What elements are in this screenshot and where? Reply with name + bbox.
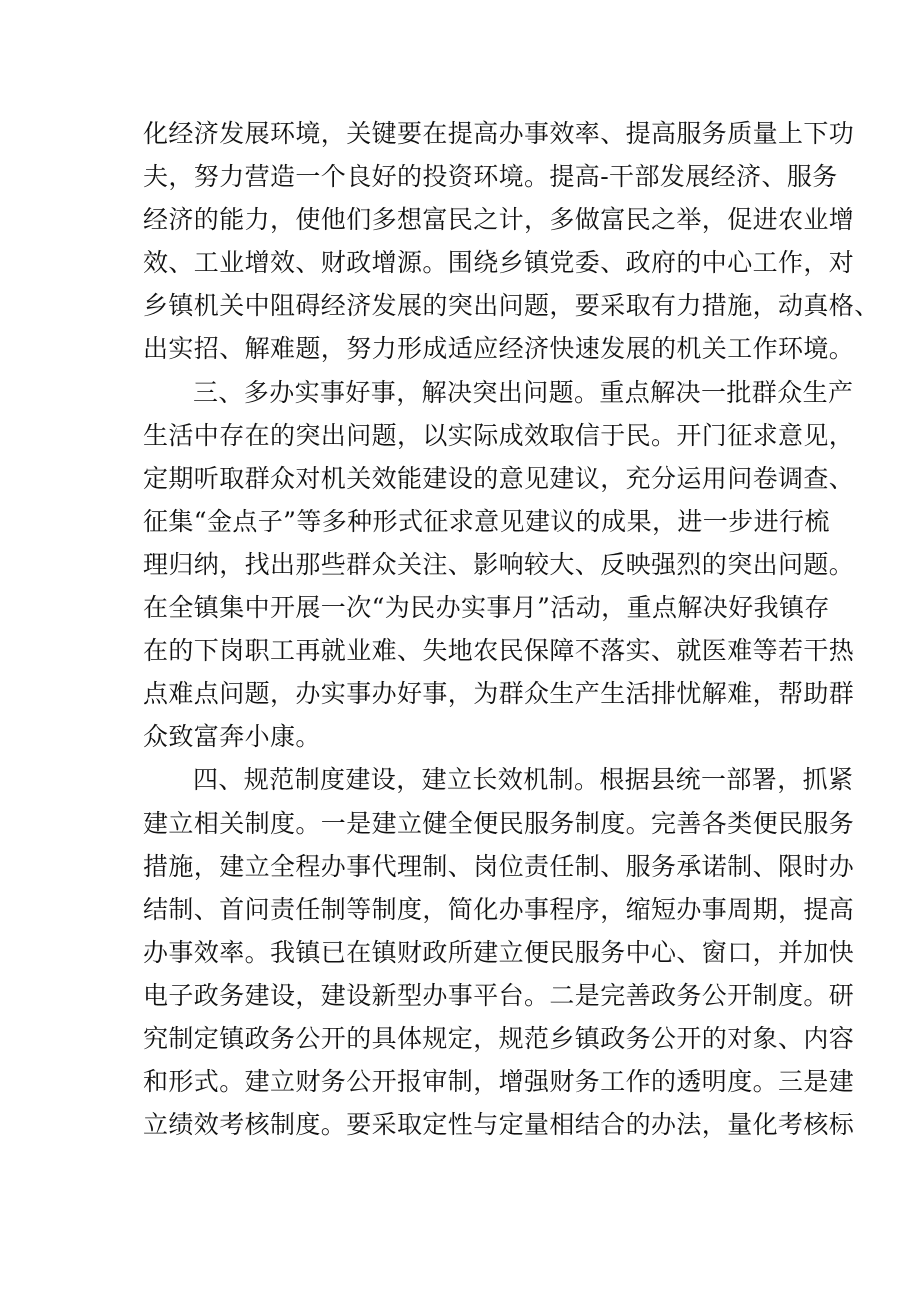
body-text xyxy=(143,112,880,1146)
text-line: 效、工业增效、财政增源。围绕乡镇党委、政府的中心工作，对 xyxy=(143,248,855,278)
paragraph-continuation xyxy=(143,112,880,371)
paragraph-first-line: 三、多办实事好事，解决突出问题。重点解决一批群众生产 xyxy=(193,377,854,407)
text-line: 建立相关制度。一是建立健全便民服务制度。完善各类便民服务 xyxy=(143,808,855,838)
text-line: 和形式。建立财务公开报审制，增强财务工作的透明度。三是建 xyxy=(143,1067,855,1097)
text-line: 措施，建立全程办事代理制、岗位责任制、服务承诺制、限时办 xyxy=(143,851,855,881)
text-line: 在的下岗职工再就业难、失地农民保障不落实、就医难等若干热 xyxy=(143,636,855,666)
text-line: 点难点问题，办实事办好事，为群众生产生活排忧解难，帮助群 xyxy=(143,679,855,709)
text-line: 众致富奔小康。 xyxy=(143,722,321,752)
text-line: 出实招、解难题，努力形成适应经济快速发展的机关工作环境。 xyxy=(143,334,855,364)
text-line: 夫，努力营造一个良好的投资环境。提高-干部发展经济、服务 xyxy=(143,162,838,192)
paragraph-section-three xyxy=(143,371,855,759)
text-line: 电子政务建设，建设新型办事平台。二是完善政务公开制度。研 xyxy=(143,980,855,1010)
text-line: 办事效率。我镇已在镇财政所建立便民服务中心、窗口，并加快 xyxy=(143,937,855,967)
text-line: 化经济发展环境，关键要在提高办事效率、提高服务质量上下功 xyxy=(143,119,855,148)
text-line: 乡镇机关中阻碍经济发展的突出问题，要采取有力措施，动真格、 xyxy=(143,291,880,321)
text-line: 究制定镇政务公开的具体规定，规范乡镇政务公开的对象、内容 xyxy=(143,1023,855,1053)
text-line: 立绩效考核制度。要采取定性与定量相结合的办法，量化考核标 xyxy=(143,1110,855,1140)
paragraph-first-line: 四、规范制度建设，建立长效机制。根据县统一部署，抓紧 xyxy=(193,765,854,795)
text-line: 征集“金点子”等多种形式征求意见建议的成果，进一步进行梳 xyxy=(143,506,830,536)
text-line: 结制、首问责任制等制度，简化办事程序，缩短办事周期，提高 xyxy=(143,894,855,924)
text-line: 定期听取群众对机关效能建设的意见建议，充分运用问卷调查、 xyxy=(143,463,855,493)
text-line: 经济的能力，使他们多想富民之计，多做富民之举，促进农业增 xyxy=(143,205,855,235)
text-line: 在全镇集中开展一次“为民办实事月”活动，重点解决好我镇存 xyxy=(143,593,830,623)
paragraph-section-four xyxy=(143,758,855,1146)
text-line: 生活中存在的突出问题，以实际成效取信于民。开门征求意见， xyxy=(143,420,855,450)
text-line: 理归纳，找出那些群众关注、影响较大、反映强烈的突出问题。 xyxy=(143,549,855,579)
